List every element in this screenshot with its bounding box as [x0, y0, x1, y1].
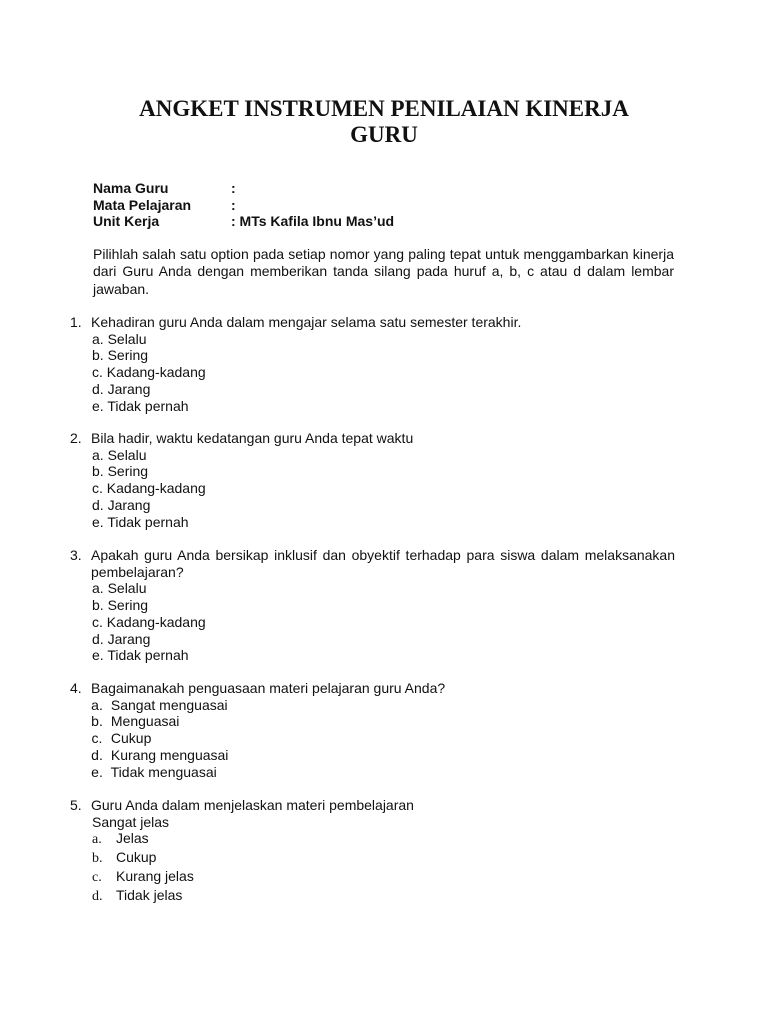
question-number: 3.: [70, 547, 82, 563]
option-letter: e.: [91, 763, 103, 780]
question-2: [70, 430, 675, 530]
title-line-1: ANGKET INSTRUMEN PENILAIAN KINERJA: [139, 96, 629, 121]
option-list: [70, 580, 675, 664]
question-1: [70, 314, 675, 414]
option-list: [70, 331, 675, 415]
option-d: [92, 887, 675, 906]
question-text: Kehadiran guru Anda dalam mengajar selama satu semester terakhir.: [91, 314, 522, 330]
info-value: :: [231, 196, 236, 213]
option-label: Sangat menguasai: [110, 696, 228, 713]
info-row-mata-pelajaran: [93, 197, 394, 214]
question-number: 5.: [70, 797, 82, 813]
option-a: [87, 697, 675, 714]
option-a: a. Selalu: [92, 446, 147, 463]
question-text: Bagaimanakah penguasaan materi pelajaran guru Anda?: [91, 680, 446, 696]
option-label: Tidak jelas: [116, 886, 183, 903]
option-label: Menguasai: [110, 713, 180, 730]
option-letter: a.: [91, 696, 103, 713]
option-e: e. Tidak pernah: [92, 397, 189, 414]
option-list: [70, 830, 675, 905]
option-c: [87, 730, 675, 747]
option-label: Cukup: [110, 730, 152, 747]
instruction-paragraph: Pilihlah salah satu option pada setiap nomor yang paling tepat untuk menggambarkan kinerja dari Guru Anda dengan memberikan tanda silang pada huruf a, b, c atau d dalam lembar jawaban.: [93, 246, 674, 297]
question-number: 1.: [70, 314, 82, 330]
option-letter: d.: [91, 746, 103, 763]
identity-block: [93, 180, 394, 230]
option-b: b. Sering: [92, 347, 149, 364]
option-e: e. Tidak pernah: [92, 647, 189, 664]
title-line-2: GURU: [350, 122, 418, 147]
info-value: :: [231, 180, 236, 196]
question-number: 4.: [70, 680, 82, 696]
option-d: d. Jarang: [92, 496, 151, 513]
info-row-nama-guru: [93, 180, 394, 197]
option-b: b. Sering: [92, 463, 149, 480]
option-c: c. Kadang-kadang: [92, 364, 206, 381]
document-title: [60, 96, 708, 148]
option-b: b. Sering: [92, 597, 149, 614]
question-4: [70, 680, 675, 780]
option-label: Jelas: [116, 830, 149, 847]
question-subtext: Sangat jelas: [92, 813, 170, 830]
option-d: d. Jarang: [92, 630, 151, 647]
option-letter: b.: [91, 713, 103, 730]
option-letter: a.: [92, 832, 102, 848]
option-a: a. Selalu: [92, 330, 147, 347]
option-label: Cukup: [116, 849, 157, 866]
option-a: a. Selalu: [92, 580, 147, 597]
question-number: 2.: [70, 430, 82, 446]
info-label: Nama Guru: [93, 180, 169, 196]
option-letter: c.: [91, 730, 103, 747]
option-list: [70, 697, 675, 781]
option-d: [87, 747, 675, 764]
option-b: [92, 849, 675, 868]
option-c: c. Kadang-kadang: [92, 480, 206, 497]
question-5: [70, 797, 675, 905]
option-list: [70, 447, 675, 531]
option-e: [87, 764, 675, 781]
option-e: e. Tidak pernah: [92, 513, 189, 530]
option-b: [87, 713, 675, 730]
option-letter: b.: [92, 851, 103, 867]
info-row-unit-kerja: [93, 213, 394, 230]
question-text: Guru Anda dalam menjelaskan materi pembelajaran: [91, 797, 414, 813]
option-label: Kurang menguasai: [110, 746, 229, 763]
question-3: [70, 547, 675, 664]
question-text: Bila hadir, waktu kedatangan guru Anda tepat waktu: [91, 430, 414, 446]
info-label: Unit Kerja: [93, 213, 160, 230]
option-c: c. Kadang-kadang: [92, 613, 206, 630]
option-letter: c.: [92, 869, 102, 885]
option-c: [92, 868, 675, 887]
info-value: : MTs Kafila Ibnu Mas’ud: [231, 213, 395, 230]
option-label: Kurang jelas: [116, 867, 194, 884]
option-d: d. Jarang: [92, 380, 151, 397]
question-text: Apakah guru Anda bersikap inklusif dan obyektif terhadap para siswa dalam melaksanakan pembelajaran?: [91, 547, 675, 580]
info-label: Mata Pelajaran: [93, 196, 192, 213]
option-a: [92, 830, 675, 849]
option-letter: d.: [92, 888, 103, 904]
option-label: Tidak menguasai: [110, 763, 217, 780]
